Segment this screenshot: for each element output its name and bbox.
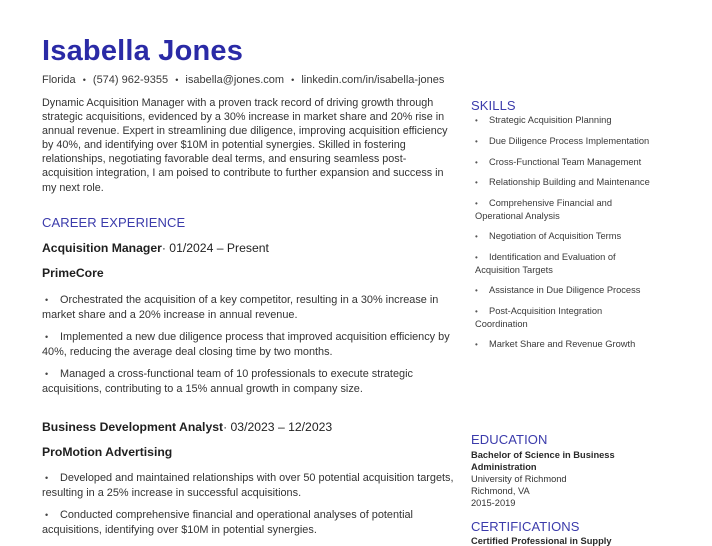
summary-section — [42, 96, 456, 195]
contact-separator: • — [82, 75, 86, 85]
job-company: ProMotion Advertising — [42, 445, 173, 459]
education-location: Richmond, VA — [471, 485, 530, 496]
job-bullet: • Managed a cross-functional team of 10 professionals to execute strategic acquisitions, contributing to a 15% annual growth in company size. — [42, 368, 413, 395]
skill-item: • Identification and Evaluation of Acquisition Targets — [475, 251, 616, 276]
contact-location: Florida — [42, 74, 76, 86]
bullet-icon: • — [475, 232, 478, 242]
skill-item: • Market Share and Revenue Growth — [475, 338, 655, 351]
skill-item: • Relationship Building and Maintenance — [475, 176, 655, 189]
certification-entry: Certified Professional in Supply — [471, 536, 612, 546]
job-company: PrimeCore — [42, 266, 104, 280]
bullet-icon: • — [475, 285, 478, 295]
contact-linkedin[interactable]: linkedin.com/in/isabella-jones — [301, 74, 445, 86]
bullet-icon: • — [475, 339, 478, 349]
job-bullet: • Orchestrated the acquisition of a key competitor, resulting in a 30% increase in market share and a 20% increase in annual revenue. — [42, 294, 439, 321]
bullet-icon: • — [45, 332, 49, 342]
job-bullets — [42, 293, 456, 404]
contact-line — [42, 73, 444, 87]
bullet-icon: • — [475, 136, 478, 146]
bullet-icon: • — [475, 116, 478, 125]
summary-text: Dynamic Acquisition Manager with a proven track record of driving growth through strategic acquisitions, evidenced by a 30% increase in market share and 20% rise in annual revenue. Expert in streamlining due diligence, improving acquisition efficiency by 40%, and identifying over $10M in potential synergies. Skilled in fostering relationships, negotiating favorable deal terms, and ensuring seamless post-acquisition integration, I am poised to contribute to further expansion and success in my next role. — [42, 97, 448, 194]
bullet-icon: • — [45, 510, 49, 520]
skill-item: • Due Diligence Process Implementation — [475, 135, 655, 148]
job-header — [42, 419, 332, 435]
bullet-icon: • — [45, 369, 49, 379]
contact-email[interactable]: isabella@jones.com — [185, 74, 285, 86]
candidate-name: Isabella Jones — [42, 35, 244, 67]
job-dates: · 03/2023 – 12/2023 — [223, 420, 333, 434]
contact-phone: (574) 962-9355 — [92, 74, 169, 86]
skill-item: • Strategic Acquisition Planning — [475, 114, 655, 127]
job-role: Business Development Analyst — [42, 420, 224, 434]
job-header — [42, 240, 269, 256]
bullet-icon: • — [475, 252, 478, 262]
education-degree: Bachelor of Science in Business Administration — [471, 450, 615, 472]
job-bullet: • Conducted comprehensive financial and operational analyses of potential acquisitions, identifying over $10M in potential synergies. — [42, 509, 413, 536]
bullet-icon: • — [45, 295, 49, 305]
job-role: Acquisition Manager — [42, 241, 162, 255]
education-years: 2015-2019 — [471, 497, 516, 508]
contact-separator: • — [291, 75, 295, 85]
skills-list — [475, 114, 655, 359]
skill-item: • Comprehensive Financial and Operational Analysis — [475, 198, 612, 222]
bullet-icon: • — [475, 199, 478, 209]
skill-item: • Assistance in Due Diligence Process — [475, 284, 655, 297]
bullet-icon: • — [45, 473, 49, 483]
education-school: University of Richmond — [471, 473, 567, 484]
skill-item: • Post-Acquisition Integration Coordination — [475, 305, 603, 329]
bullet-icon: • — [475, 306, 478, 316]
job-bullets — [42, 471, 456, 545]
job-dates: · 01/2024 – Present — [161, 241, 269, 255]
job-bullet: • Implemented a new due diligence process that improved acquisition efficiency by 40%, reducing the average deal closing time by two months. — [42, 331, 450, 358]
skill-item: • Negotiation of Acquisition Terms — [475, 230, 655, 243]
job-bullet: • Developed and maintained relationships with over 50 potential acquisition targets, resulting in a 25% increase in successful acquisitions. — [42, 472, 454, 499]
certifications-heading: CERTIFICATIONS — [471, 519, 580, 534]
bullet-icon: • — [475, 157, 478, 167]
education-entry — [471, 450, 641, 510]
skills-heading: SKILLS — [471, 98, 516, 113]
education-heading: EDUCATION — [471, 432, 548, 447]
contact-separator: • — [175, 75, 179, 85]
career-experience-heading: CAREER EXPERIENCE — [42, 215, 186, 230]
bullet-icon: • — [475, 178, 478, 188]
skill-item: • Cross-Functional Team Management — [475, 156, 655, 169]
